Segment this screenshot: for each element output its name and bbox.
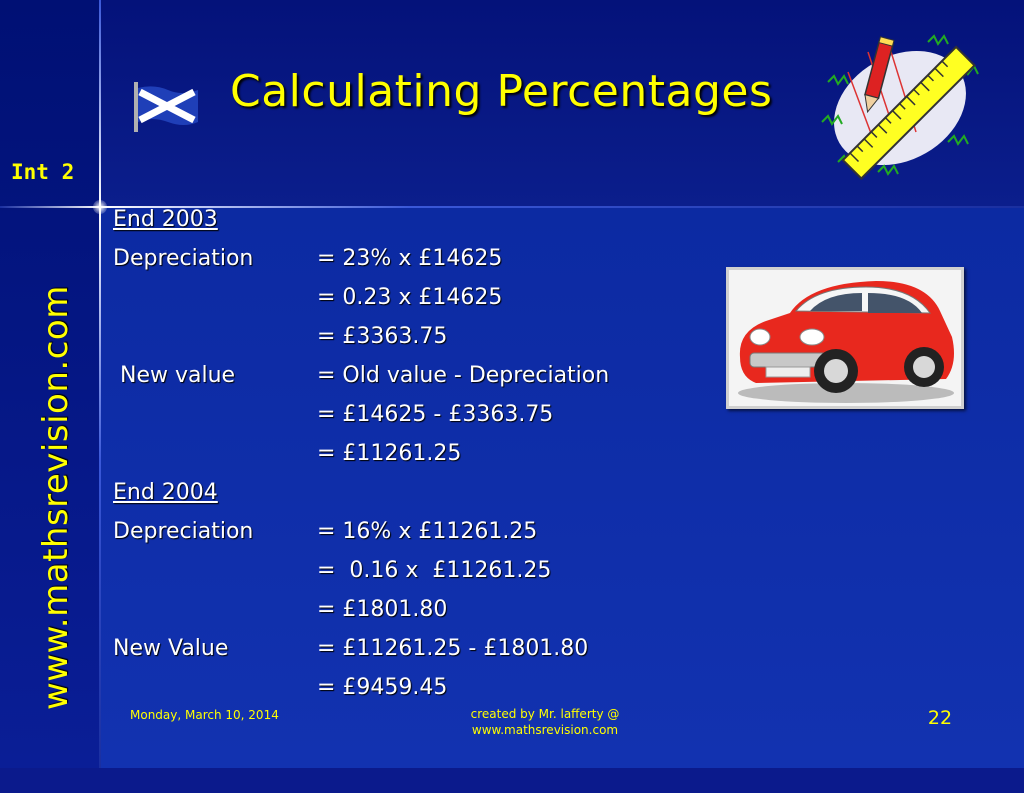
calc-row xyxy=(113,634,589,673)
calc-value: = £1801.80 xyxy=(317,597,448,622)
calc-value: = 23% x £14625 xyxy=(317,246,503,271)
calc-value: = £3363.75 xyxy=(317,324,448,349)
calc-row xyxy=(113,283,503,322)
calc-label: New value xyxy=(113,363,236,388)
calc-row xyxy=(113,322,448,361)
calc-row xyxy=(113,517,538,556)
calc-value: = 16% x £11261.25 xyxy=(317,519,538,544)
vertical-divider xyxy=(99,0,101,768)
calc-label: Depreciation xyxy=(113,519,254,544)
calc-value: = 0.23 x £14625 xyxy=(317,285,503,310)
section-heading-2003: End 2003 xyxy=(113,207,218,232)
divider-flare xyxy=(93,200,107,214)
calc-label: Depreciation xyxy=(113,246,254,271)
calc-row xyxy=(113,439,462,478)
footer-date: Monday, March 10, 2014 xyxy=(130,708,279,722)
section-heading-2004: End 2004 xyxy=(113,480,218,505)
calc-row xyxy=(113,595,448,634)
calc-value: = £11261.25 - £1801.80 xyxy=(317,636,589,661)
site-vertical-text: www.mathsrevision.com xyxy=(36,285,76,710)
calc-value: = £9459.45 xyxy=(317,675,448,700)
slide-title: Calculating Percentages xyxy=(230,66,773,117)
calc-row xyxy=(113,400,554,439)
ruler-pencil-icon xyxy=(808,22,990,192)
calc-row xyxy=(113,478,218,517)
calc-row xyxy=(113,673,448,712)
scotland-flag-icon xyxy=(134,82,200,132)
footer-credit-line2: www.mathsrevision.com xyxy=(471,723,619,737)
slide-number: 22 xyxy=(927,707,953,729)
calc-row xyxy=(113,361,610,400)
calc-row xyxy=(113,556,552,595)
car-photo xyxy=(726,267,964,409)
footer-credit-line1: created by Mr. lafferty @ xyxy=(470,707,620,721)
calc-value: = £11261.25 xyxy=(317,441,462,466)
calc-row xyxy=(113,244,503,283)
calc-row xyxy=(113,205,218,244)
calc-value: = 0.16 x £11261.25 xyxy=(317,558,552,583)
calc-value: = £14625 - £3363.75 xyxy=(317,402,554,427)
level-label: Int 2 xyxy=(11,160,75,184)
footer-credit xyxy=(430,706,660,738)
calc-value: = Old value - Depreciation xyxy=(317,363,610,388)
calc-label: New Value xyxy=(113,636,229,661)
calculation-steps xyxy=(113,205,610,712)
